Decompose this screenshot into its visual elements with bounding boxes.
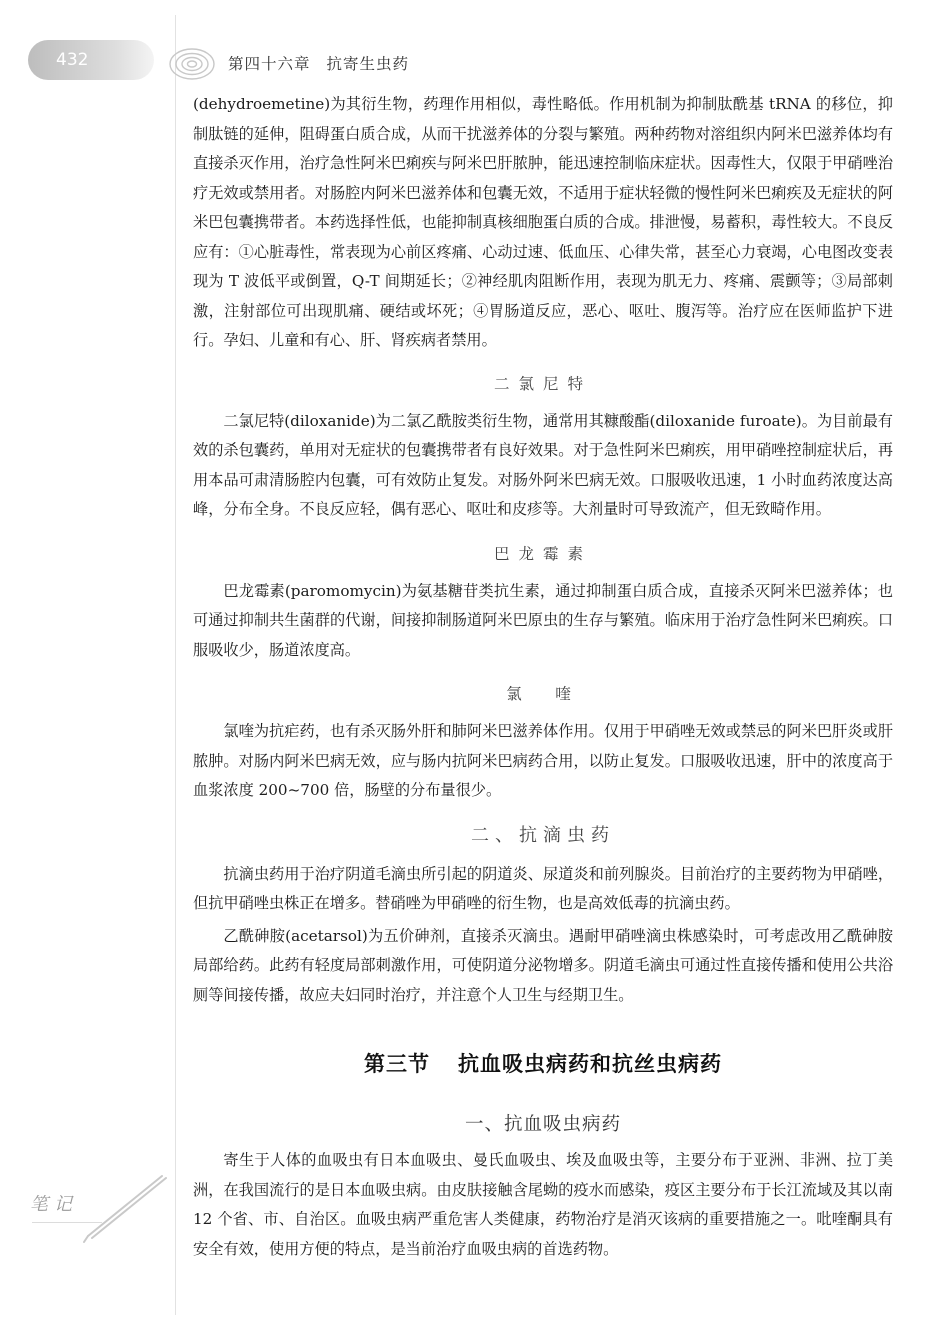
chapter-header	[228, 52, 409, 74]
paragraph-paromomycin: 巴龙霉素(paromomycin)为氨基糖苷类抗生素，通过抑制蛋白质合成，直接杀灭阿米巴滋养体；也可通过抑制共生菌群的代谢，间接抑制肠道阿米巴原虫的生存与繁殖。临床用于治疗急性阿米巴痢疾。口服吸收少，肠道浓度高。	[193, 581, 893, 659]
page-content	[193, 90, 893, 1264]
pen-icon	[82, 1174, 172, 1244]
heading-paromomycin: 巴龙霉素	[493, 544, 592, 563]
paragraph-antitrichomonal-2: 乙酰砷胺(acetarsol)为五价砷剂，直接杀灭滴虫。遇耐甲硝唑滴虫株感染时，可考虑改用乙酰砷胺局部给药。此药有轻度局部刺激作用，可使阴道分泌物增多。阴道毛滴虫可通过性直接传播和使用公共浴厕等间接传播，故应夫妇同时治疗，并注意个人卫生与经期卫生。	[193, 926, 893, 1004]
notes-margin	[30, 1190, 78, 1216]
swirl-ornament-icon	[160, 34, 220, 90]
paragraph-chloroquine: 氯喹为抗疟药，也有杀灭肠外肝和肺阿米巴滋养体作用。仅用于甲硝唑无效或禁忌的阿米巴肝炎或肝脓肿。对肠内阿米巴病无效，应与肠内抗阿米巴病药合用，以防止复发。口服吸收迅速，肝中的浓度高于血浆浓度 200~700 倍，肠壁的分布量很少。	[193, 722, 893, 799]
heading-diloxanide: 二氯尼特	[493, 374, 592, 393]
paragraph-antischistosomal: 寄生于人体的血吸虫有日本血吸虫、曼氏血吸虫、埃及血吸虫等，主要分布于亚洲、非洲、拉丁美洲，在我国流行的是日本血吸虫病。由皮肤接触含尾蚴的疫水而感染，疫区主要分布于长江流域及其以南 12 个省、市、自治区。血吸虫病严重危害人类健康，药物治疗是消灭该病的重要措施之一。吡喹酮具有安全有效，使用方便的特点，是当前治疗血吸虫病的首选药物。	[193, 1151, 893, 1258]
heading-antitrichomonal: 二、抗滴虫药	[471, 824, 615, 846]
page-number-badge	[28, 40, 154, 80]
page-number: 432	[56, 50, 89, 70]
heading-chloroquine: 氯 喹	[506, 685, 580, 703]
chapter-title: 抗寄生虫药	[326, 55, 410, 73]
paragraph-diloxanide: 二氯尼特(diloxanide)为二氯乙酰胺类衍生物，通常用其糠酸酯(diloxanide furoate)。为目前最有效的杀包囊药，单用对无症状的包囊携带者有良好效果。对于急性阿米巴痢疾，用甲硝唑控制症状后，再用本品可肃清肠腔内包囊，可有效防止复发。对肠外阿米巴病无效。口服吸收迅速，1 小时血药浓度达高峰，分布全身。不良反应轻，偶有恶心、呕吐和皮疹等。大剂量时可导致流产，但无致畸作用。	[193, 411, 893, 518]
section-heading	[193, 1048, 893, 1078]
notes-underline	[32, 1222, 102, 1223]
heading-antischistosomal: 一、抗血吸虫病药	[464, 1114, 621, 1135]
paragraph-dehydroemetine: (dehydroemetine)为其衍生物，药理作用相似，毒性略低。作用机制为抑制肽酰基 tRNA 的移位，抑制肽链的延伸，阻碍蛋白质合成，从而干扰滋养体的分裂与繁殖。两种药物对溶组织内阿米巴滋养体均有直接杀灭作用，治疗急性阿米巴痢疾与阿米巴肝脓肿，能迅速控制临床症状。因毒性大，仅限于甲硝唑治疗无效或禁用者。对肠腔内阿米巴滋养体和包囊无效，不适用于症状轻微的慢性阿米巴痢疾及无症状的阿米巴包囊携带者。本药选择性低，也能抑制真核细胞蛋白质的合成。排泄慢，易蓄积，毒性较大。不良反应有：①心脏毒性，常表现为心前区疼痛、心动过速、低血压、心律失常，甚至心力衰竭，心电图改变表现为 T 波低平或倒置，Q-T 间期延长；②神经肌肉阻断作用，表现为肌无力、疼痛、震颤等；③局部刺激，注射部位可出现肌痛、硬结或坏死；④胃肠道反应，恶心、呕吐、腹泻等。治疗应在医师监护下进行。孕妇、儿童和有心、肝、肾疾病者禁用。	[193, 95, 893, 349]
margin-rule	[175, 15, 176, 1315]
chapter-number: 第四十六章	[228, 55, 311, 73]
notes-label: 笔记	[30, 1194, 78, 1215]
section-title: 抗血吸虫病药和抗丝虫病药	[458, 1052, 722, 1076]
section-number: 第三节	[364, 1052, 430, 1076]
paragraph-antitrichomonal-1: 抗滴虫药用于治疗阴道毛滴虫所引起的阴道炎、尿道炎和前列腺炎。目前治疗的主要药物为甲硝唑，但抗甲硝唑虫株正在增多。替硝唑为甲硝唑的衍生物，也是高效低毒的抗滴虫药。	[193, 864, 893, 912]
